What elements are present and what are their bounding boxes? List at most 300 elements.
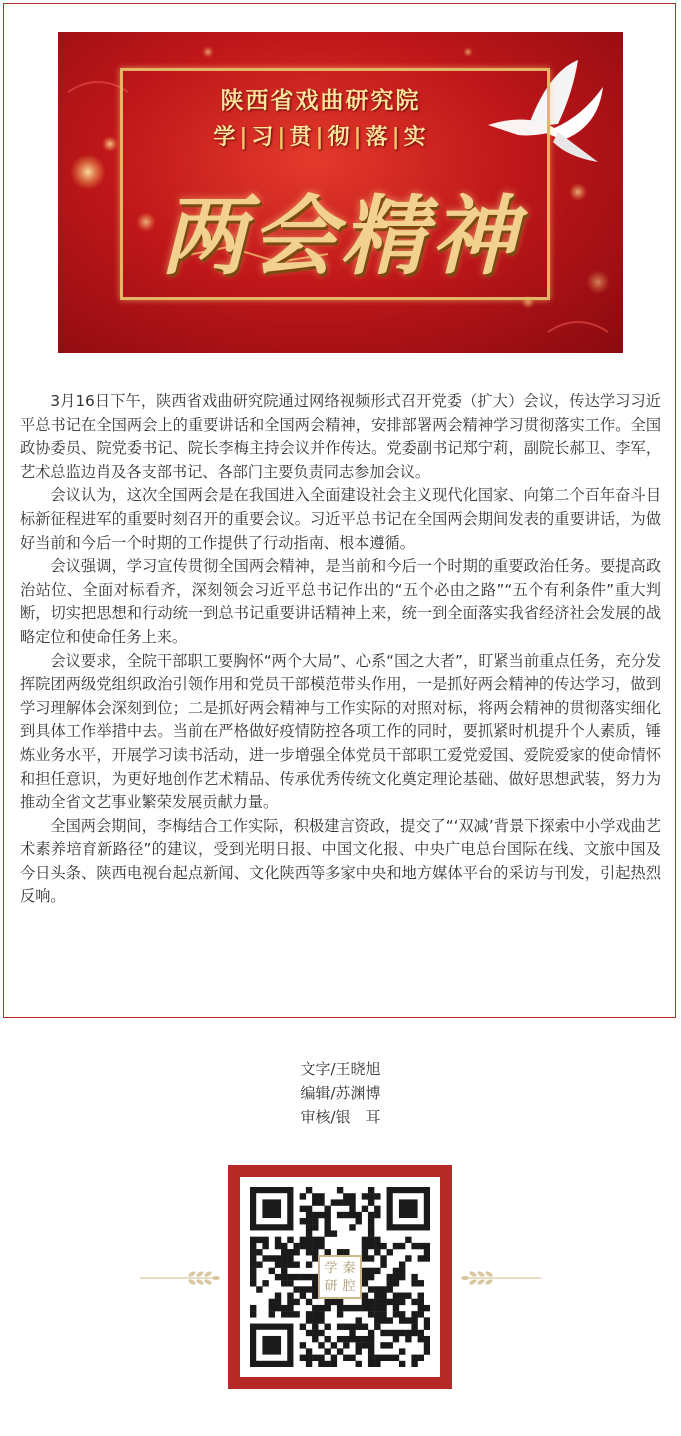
qr-module [374,1299,380,1305]
qr-module [306,1274,312,1280]
qr-module [399,1274,405,1280]
qr-module [275,1261,281,1267]
qr-module [318,1317,324,1323]
qr-finder [262,1199,281,1218]
qr-module [293,1243,299,1249]
qr-module [399,1243,405,1249]
qr-logo-char: 研 [324,1279,338,1294]
study-char: 彻 [327,125,352,150]
qr-module [387,1274,393,1280]
qr-module [374,1361,380,1367]
qr-module [374,1355,380,1361]
qr-module [250,1255,256,1261]
qr-module [262,1237,268,1243]
qr-module [331,1199,337,1205]
qr-module [306,1230,312,1236]
qr-module [256,1249,262,1255]
qr-module [318,1361,324,1367]
qr-module [312,1218,318,1224]
qr-module [362,1255,368,1261]
qr-module [393,1274,399,1280]
qr-module [387,1342,393,1348]
qr-module [393,1243,399,1249]
qr-module [318,1342,324,1348]
qr-module [356,1212,362,1218]
qr-module [368,1274,374,1280]
qr-module [312,1317,318,1323]
qr-module [256,1286,262,1292]
qr-module [306,1261,312,1267]
qr-module [374,1305,380,1311]
qr-module [250,1249,256,1255]
qr-module [368,1355,374,1361]
qr-logo [318,1255,362,1299]
qr-module [380,1342,386,1348]
qr-module [418,1330,424,1336]
qr-module [399,1330,405,1336]
qr-module [374,1324,380,1330]
qr-module [306,1286,312,1292]
qr-module [411,1280,417,1286]
qr-module [275,1305,281,1311]
qr-module [324,1212,330,1218]
qr-module [324,1206,330,1212]
qr-module [312,1324,318,1330]
qr-module [275,1255,281,1261]
qr-module [418,1336,424,1342]
qr-module [424,1342,430,1348]
qr-module [418,1311,424,1317]
qr-module [293,1274,299,1280]
qr-module [324,1348,330,1354]
qr-module [324,1336,330,1342]
qr-module [362,1336,368,1342]
qr-module [312,1193,318,1199]
qr-module [287,1305,293,1311]
qr-module [331,1230,337,1236]
qr-module [387,1355,393,1361]
qr-module [262,1280,268,1286]
qr-module [256,1261,262,1267]
qr-module [368,1199,374,1205]
qr-module [380,1311,386,1317]
qr-module [300,1355,306,1361]
qr-module [300,1218,306,1224]
qr-module [306,1361,312,1367]
qr-module [269,1305,275,1311]
qr-logo-char: 秦 [342,1261,356,1276]
qr-module [287,1274,293,1280]
qr-module [411,1355,417,1361]
qr-module [368,1299,374,1305]
qr-module [324,1299,330,1305]
qr-module [312,1237,318,1243]
qr-module [380,1355,386,1361]
qr-module [349,1199,355,1205]
qr-module [356,1336,362,1342]
qr-module [306,1218,312,1224]
qr-module [250,1311,256,1317]
banner-headline: 两会精神 [160,186,521,287]
article-body [20,390,661,909]
qr-module [324,1305,330,1311]
qr-module [411,1317,417,1323]
qr-module [374,1206,380,1212]
qr-module [418,1305,424,1311]
qr-module [287,1261,293,1267]
qr-module [337,1187,343,1193]
qr-module [343,1305,349,1311]
qr-module [275,1243,281,1249]
qr-module [324,1361,330,1367]
qr-module [349,1324,355,1330]
qr-finder [399,1199,418,1218]
qr-module [380,1305,386,1311]
qr-module [405,1336,411,1342]
qr-module [318,1355,324,1361]
qr-module [331,1299,337,1305]
qr-module [306,1243,312,1249]
qr-module [306,1299,312,1305]
qr-module [374,1293,380,1299]
qr-module [349,1336,355,1342]
qr-module [300,1206,306,1212]
qr-module [312,1336,318,1342]
qr-module [318,1330,324,1336]
qr-module [250,1280,256,1286]
qr-module [393,1293,399,1299]
qr-module [418,1293,424,1299]
qr-module [306,1317,312,1323]
qr-module [337,1336,343,1342]
qr-module [368,1286,374,1292]
qr-module [337,1348,343,1354]
qr-module [387,1317,393,1323]
qr-module [343,1324,349,1330]
qr-module [312,1199,318,1205]
qr-module [405,1293,411,1299]
qr-module [281,1249,287,1255]
qr-module [306,1224,312,1230]
credit-reviewer: 审核/银 耳 [300,1108,381,1126]
qr-module [287,1299,293,1305]
qr-module [337,1311,343,1317]
paragraph: 3月16日下午，陕西省戏曲研究院通过网络视频形式召开党委（扩大）会议，传达学习习近平总书记在全国两会上的重要讲话和全国两会精神，安排部署两会精神学习贯彻落实工作。全国政协委员、院党委书记、院长李梅主持会议并作传达。党委副书记郑宁莉，副院长郝卫、李军，艺术总监边肖及各支部书记、各部门主要负责同志参加会议。 [20,392,661,481]
qr-module [281,1280,287,1286]
qr-module [368,1255,374,1261]
qr-module [387,1249,393,1255]
qr-module [275,1237,281,1243]
qr-module [362,1206,368,1212]
qr-module [343,1355,349,1361]
qr-module [362,1193,368,1199]
qr-module [411,1311,417,1317]
qr-module [256,1237,262,1243]
qr-module [343,1193,349,1199]
qr-module [424,1255,430,1261]
qr-module [399,1317,405,1323]
qr-module [318,1243,324,1249]
qr-module [380,1286,386,1292]
qr-module [306,1355,312,1361]
qr-module [293,1311,299,1317]
banner-org-title: 陕西省戏曲研究院 [220,88,421,114]
qr-module [300,1243,306,1249]
qr-module [387,1299,393,1305]
qr-module [312,1243,318,1249]
qr-module [362,1299,368,1305]
qr-module [411,1361,417,1367]
qr-module [393,1280,399,1286]
qr-module [380,1255,386,1261]
qr-module [312,1311,318,1317]
qr-module [324,1224,330,1230]
qr-module [418,1243,424,1249]
qr-code-frame [228,1165,452,1389]
qr-module [306,1348,312,1354]
qr-module [300,1324,306,1330]
qr-module [356,1305,362,1311]
qr-module [362,1305,368,1311]
qr-module [293,1299,299,1305]
paragraph: 会议强调，学习宣传贯彻全国两会精神，是当前和今后一个时期的重要政治任务。要提高政治站位、全面对标看齐，深刻领会习近平总书记作出的“五个必由之路”“五个有利条件”重大判断，切实把思想和行动统一到总书记重要讲话精神上来，统一到全面落实我省经济社会发展的战略定位和使命任务上来。 [20,557,661,646]
qr-module [362,1237,368,1243]
qr-module [380,1317,386,1323]
qr-module [374,1237,380,1243]
qr-module [281,1274,287,1280]
qr-module [250,1274,256,1280]
qr-module [380,1299,386,1305]
qr-module [250,1305,256,1311]
qr-module [393,1305,399,1311]
qr-module [374,1268,380,1274]
qr-module [318,1193,324,1199]
qr-module [287,1280,293,1286]
qr-module [368,1305,374,1311]
qr-module [424,1348,430,1354]
qr-module [306,1212,312,1218]
qr-module [418,1299,424,1305]
qr-module [269,1311,275,1317]
qr-module [368,1336,374,1342]
qr-module [312,1224,318,1230]
banner-study-line: 学|习|贯|彻|落|实 [213,125,428,150]
qr-module [368,1330,374,1336]
qr-module [293,1286,299,1292]
qr-module [380,1330,386,1336]
qr-module [306,1311,312,1317]
qr-module [300,1342,306,1348]
qr-module [368,1311,374,1317]
qr-module [281,1261,287,1267]
credit-editor: 编辑/苏渊博 [300,1084,381,1102]
qr-module [411,1243,417,1249]
qr-module [424,1305,430,1311]
qr-module [399,1361,405,1367]
qr-module [300,1293,306,1299]
qr-module [368,1230,374,1236]
qr-module [300,1193,306,1199]
qr-module [374,1311,380,1317]
qr-module [399,1299,405,1305]
qr-module [293,1261,299,1267]
qr-module [281,1268,287,1274]
qr-module [262,1255,268,1261]
qr-module [356,1218,362,1224]
qr-module [368,1243,374,1249]
qr-logo-char: 腔 [342,1279,356,1294]
qr-module [424,1249,430,1255]
qr-module [368,1348,374,1354]
qr-module [393,1299,399,1305]
qr-module [349,1355,355,1361]
qr-module [368,1187,374,1193]
qr-module [362,1243,368,1249]
qr-module [275,1299,281,1305]
qr-module [337,1299,343,1305]
qr-module [399,1268,405,1274]
credits [0,1057,681,1129]
qr-module [318,1311,324,1317]
qr-module [362,1324,368,1330]
qr-module [399,1293,405,1299]
qr-module [331,1361,337,1367]
qr-finder [262,1336,281,1355]
qr-module [374,1193,380,1199]
qr-module [349,1206,355,1212]
qr-module [411,1324,417,1330]
qr-module [393,1330,399,1336]
qr-module [374,1286,380,1292]
qr-module [405,1317,411,1323]
qr-module [312,1355,318,1361]
qr-module [368,1212,374,1218]
qr-module [411,1274,417,1280]
qr-module [374,1243,380,1249]
qr-module [362,1342,368,1348]
qr-module [368,1361,374,1367]
qr-module [324,1324,330,1330]
qr-module [368,1268,374,1274]
qr-module [399,1348,405,1354]
qr-module [269,1299,275,1305]
qr-module [374,1317,380,1323]
qr-module [287,1311,293,1317]
qr-module [306,1237,312,1243]
paragraph: 全国两会期间，李梅结合工作实际，积极建言资政，提交了“‘双减’背景下探索中小学戏曲艺术素养培育新路径”的建议，受到光明日报、中国文化报、中央广电总台国际在线、文旅中国及今日头条、陕西电视台起点新闻、文化陕西等多家中央和地方媒体平台的采访与刊发，引起热烈反响。 [20,816,661,906]
qr-module [405,1330,411,1336]
qr-module [275,1293,281,1299]
qr-module [411,1330,417,1336]
banner-image [58,32,623,353]
qr-module [380,1261,386,1267]
qr-module [318,1199,324,1205]
qr-module [362,1293,368,1299]
qr-module [368,1237,374,1243]
qr-module [380,1243,386,1249]
study-char: 实 [403,125,428,150]
qr-module [287,1255,293,1261]
qr-module [324,1218,330,1224]
study-char: 学 [213,125,238,150]
qr-module [306,1206,312,1212]
qr-module [250,1268,256,1274]
qr-module [424,1317,430,1323]
qr-module [387,1280,393,1286]
qr-module [306,1249,312,1255]
qr-module [362,1274,368,1280]
qr-module [337,1305,343,1311]
qr-module [405,1237,411,1243]
qr-module [337,1324,343,1330]
qr-module [362,1280,368,1286]
study-char: 落 [365,125,390,150]
qr-module [418,1280,424,1286]
qr-module [318,1305,324,1311]
qr-module [343,1212,349,1218]
qr-module [387,1286,393,1292]
qr-module [269,1255,275,1261]
qr-module [362,1268,368,1274]
qr-module [368,1224,374,1230]
qr-module [349,1193,355,1199]
qr-module [349,1224,355,1230]
paragraph: 会议认为，这次全国两会是在我国进入全面建设社会主义现代化国家、向第二个百年奋斗目标新征程进军的重要时刻召开的重要会议。习近平总书记在全国两会期间发表的重要讲话，为做好当前和今后一个时期的工作提供了行动指南、根本遵循。 [20,486,661,552]
qr-module [287,1293,293,1299]
qr-module [343,1342,349,1348]
qr-module [306,1330,312,1336]
qr-module [281,1243,287,1249]
qr-module [312,1212,318,1218]
qr-module [287,1237,293,1243]
qr-module [306,1187,312,1193]
qr-module [368,1218,374,1224]
qr-module [324,1230,330,1236]
qr-module [331,1342,337,1348]
credit-writer: 文字/王晓旭 [300,1060,381,1078]
qr-module [418,1355,424,1361]
qr-module [300,1286,306,1292]
qr-module [356,1317,362,1323]
qr-module [374,1212,380,1218]
qr-module [387,1330,393,1336]
study-char: 习 [251,125,276,150]
qr-module [424,1324,430,1330]
qr-module [318,1212,324,1218]
qr-module [362,1249,368,1255]
qr-module [293,1249,299,1255]
qr-module [300,1274,306,1280]
qr-module [380,1293,386,1299]
qr-module [318,1237,324,1243]
qr-module [337,1199,343,1205]
qr-module [275,1274,281,1280]
qr-module [312,1330,318,1336]
qr-module [262,1243,268,1249]
qr-module [281,1305,287,1311]
qr-module [405,1255,411,1261]
qr-module [368,1193,374,1199]
qr-module [281,1255,287,1261]
qr-module [418,1255,424,1261]
wheat-ornament-right-icon [461,1268,541,1288]
study-char: 贯 [289,125,314,150]
qr-code[interactable] [240,1177,440,1377]
qr-module [300,1237,306,1243]
qr-module [393,1336,399,1342]
qr-module [281,1311,287,1317]
qr-module [374,1249,380,1255]
